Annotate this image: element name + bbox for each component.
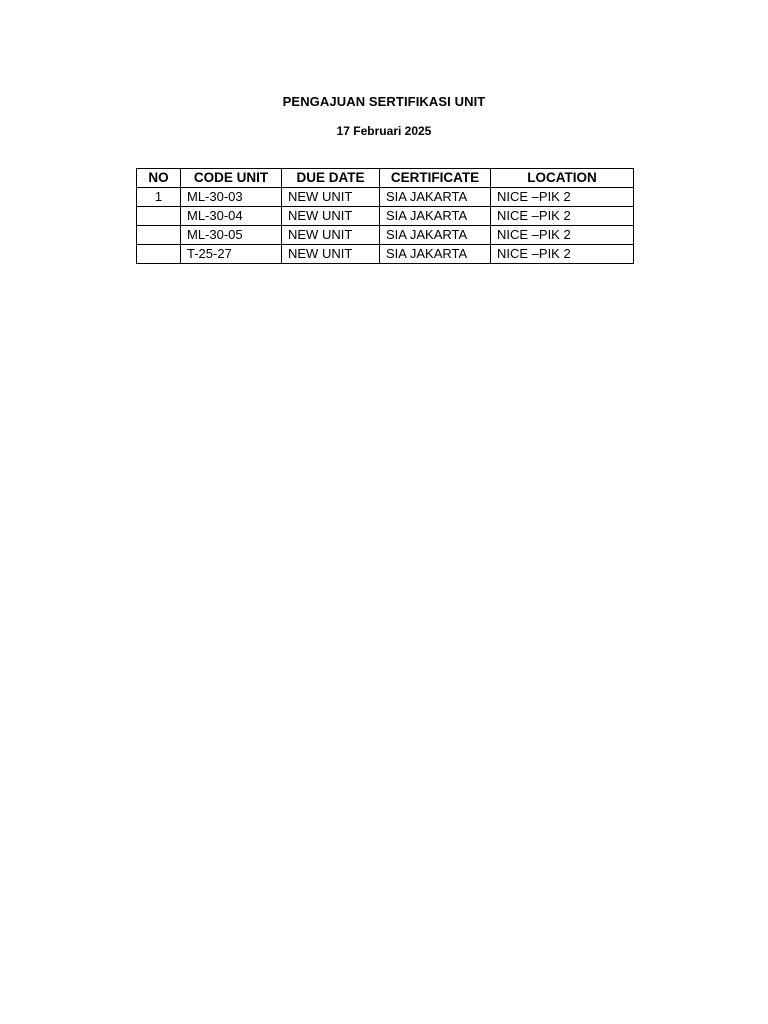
table-row: [137, 207, 634, 226]
table-row: [137, 245, 634, 264]
header-no: NO: [137, 169, 181, 188]
cell-code-unit: ML-30-04: [181, 207, 282, 226]
cell-certificate: SIA JAKARTA: [380, 245, 491, 264]
cell-code-unit: T-25-27: [181, 245, 282, 264]
cell-due-date: NEW UNIT: [282, 245, 380, 264]
table-row: [137, 188, 634, 207]
cell-location: NICE –PIK 2: [491, 245, 634, 264]
cell-certificate: SIA JAKARTA: [380, 207, 491, 226]
cell-location: NICE –PIK 2: [491, 207, 634, 226]
table-row: [137, 226, 634, 245]
cell-no: 1: [137, 188, 181, 207]
header-certificate: CERTIFICATE: [380, 169, 491, 188]
cell-location: NICE –PIK 2: [491, 188, 634, 207]
cell-no: [137, 207, 181, 226]
cell-due-date: NEW UNIT: [282, 207, 380, 226]
cell-code-unit: ML-30-05: [181, 226, 282, 245]
cell-due-date: NEW UNIT: [282, 188, 380, 207]
document-date: 17 Februari 2025: [336, 124, 432, 138]
cell-certificate: SIA JAKARTA: [380, 188, 491, 207]
header-code-unit: CODE UNIT: [181, 169, 282, 188]
certification-table: [136, 168, 634, 264]
table-header-row: [137, 169, 634, 188]
cell-due-date: NEW UNIT: [282, 226, 380, 245]
cell-no: [137, 226, 181, 245]
header-location: LOCATION: [491, 169, 634, 188]
document-title: PENGAJUAN SERTIFIKASI UNIT: [282, 94, 486, 109]
cell-no: [137, 245, 181, 264]
cell-certificate: SIA JAKARTA: [380, 226, 491, 245]
header-due-date: DUE DATE: [282, 169, 380, 188]
cell-code-unit: ML-30-03: [181, 188, 282, 207]
cell-location: NICE –PIK 2: [491, 226, 634, 245]
